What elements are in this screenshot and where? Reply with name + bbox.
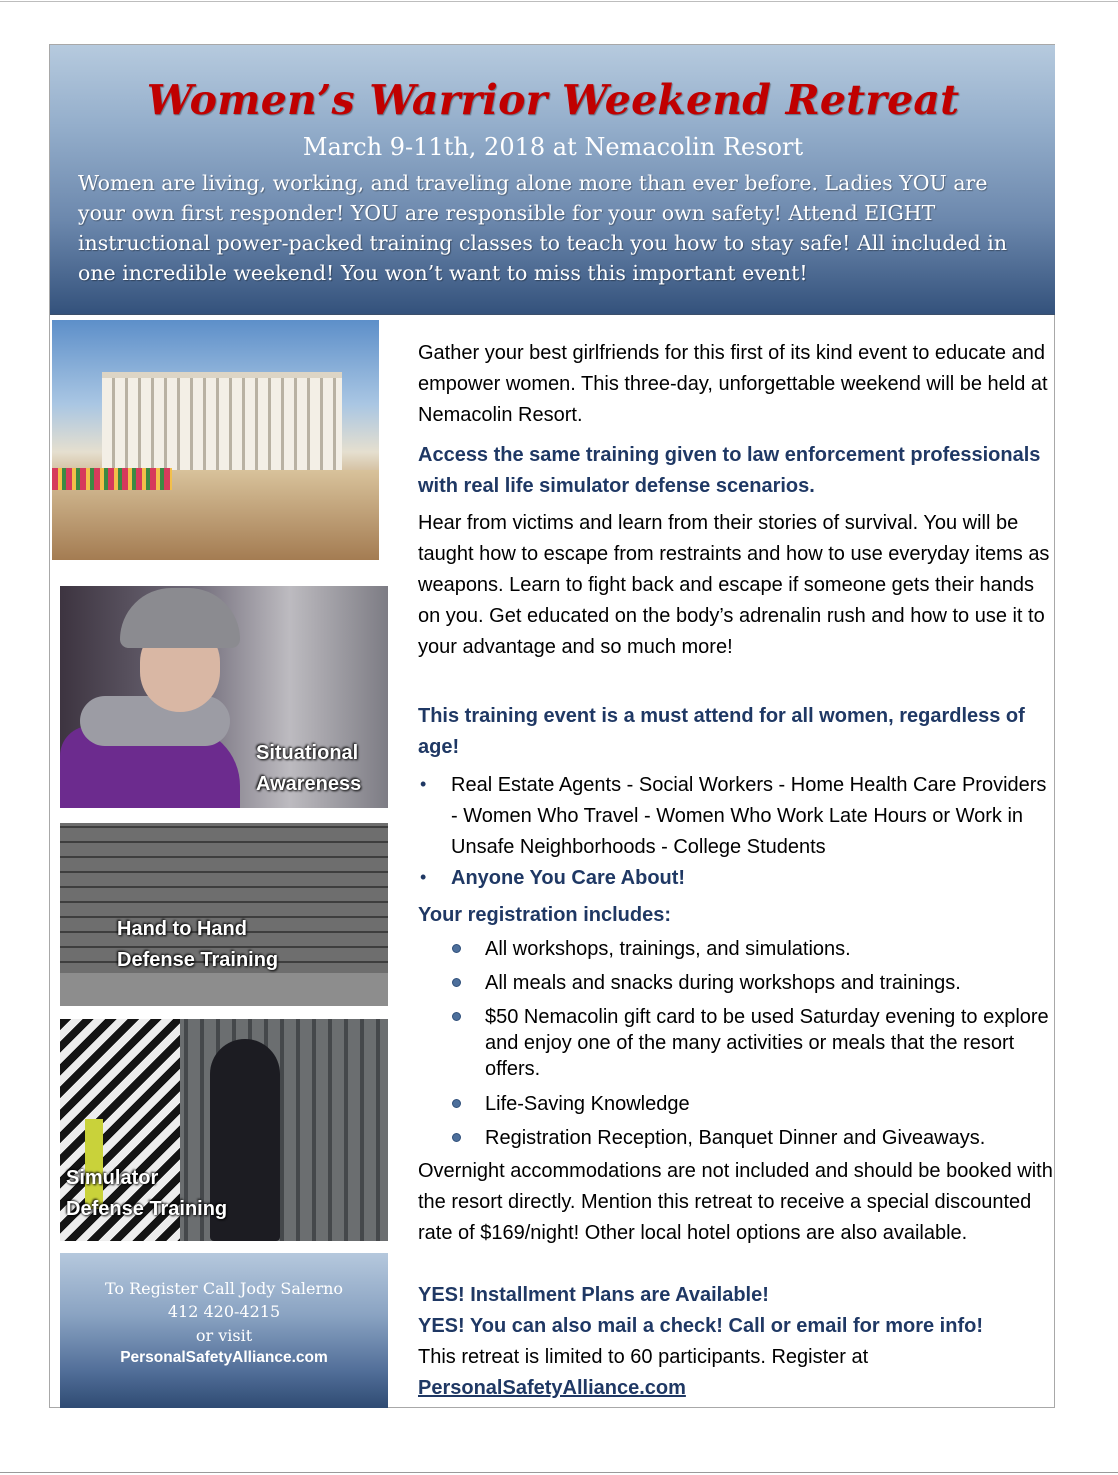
includes-list-item: All workshops, trainings, and simulations. bbox=[485, 938, 851, 960]
page-bottom-rule bbox=[0, 1472, 1118, 1473]
simulator-caption-line2: Defense Training bbox=[66, 1198, 228, 1220]
register-call-text: To Register Call Jody Salerno bbox=[104, 1279, 344, 1298]
page-top-rule bbox=[0, 1, 1118, 2]
resort-photo bbox=[52, 320, 379, 560]
simulator-photo bbox=[60, 1019, 388, 1241]
hand-to-hand-photo bbox=[60, 823, 388, 1006]
bullet-dot bbox=[452, 1099, 461, 1108]
event-date-location: March 9-11th, 2018 at Nemacolin Resort bbox=[302, 133, 804, 161]
register-url: PersonalSafetyAlliance.com bbox=[120, 1349, 328, 1366]
simulator-caption-line1: Simulator bbox=[66, 1167, 159, 1189]
situational-caption-line2: Awareness bbox=[256, 773, 362, 795]
includes-list-item: Life-Saving Knowledge bbox=[485, 1093, 690, 1115]
installment-note: YES! Installment Plans are Available! bbox=[418, 1284, 769, 1306]
register-or-visit: or visit bbox=[195, 1326, 253, 1345]
paragraph-access-training: Access the same training given to law enforcement professionals with real life simulator defense scenarios. bbox=[418, 444, 1041, 497]
paragraph-hear-from-victims: Hear from victims and learn from their stories of survival. You will be taught how to escape from restraints and how to use everyday items as weapons. Learn to fight back and escape if someone gets their hands on you. Get educated on the body’s adrenalin rush and how to use it to your advantage and so much more! bbox=[418, 512, 1050, 658]
paragraph-overnight: Overnight accommodations are not included and should be booked with the resort directly. Mention this retreat to receive a special discounted rate of $169/night! Other local hotel options are also available. bbox=[418, 1160, 1053, 1244]
bullet-dot: • bbox=[420, 867, 427, 887]
bullet-dot: • bbox=[420, 774, 427, 794]
bullet-dot bbox=[452, 1133, 461, 1142]
hand-caption-line2: Defense Training bbox=[117, 949, 279, 971]
paragraph-gather: Gather your best girlfriends for this first of its kind event to educate and empower women. This three-day, unforgettable weekend will be held at Nemacolin Resort. bbox=[418, 342, 1048, 426]
audience-list-item: Real Estate Agents - Social Workers - Home Health Care Providers - Women Who Travel - Women Who Work Late Hours or Work in Unsafe Neighborhoods - College Students bbox=[451, 774, 1047, 858]
bullet-dot bbox=[452, 944, 461, 953]
mail-check-note: YES! You can also mail a check! Call or email for more info! bbox=[418, 1315, 983, 1337]
includes-heading: Your registration includes: bbox=[418, 904, 671, 926]
resort-building-shape bbox=[102, 372, 342, 474]
ground-shape bbox=[60, 973, 388, 1006]
situational-caption-line1: Situational bbox=[256, 742, 359, 764]
registration-link[interactable]: PersonalSafetyAlliance.com bbox=[418, 1377, 686, 1399]
flyer-title: Women’s Warrior Weekend Retreat bbox=[146, 76, 960, 124]
paragraph-must-attend: This training event is a must attend for all women, regardless of age! bbox=[418, 705, 1025, 758]
hand-caption-line1: Hand to Hand bbox=[117, 918, 247, 940]
bullet-dot bbox=[452, 1012, 461, 1021]
knit-hat-shape bbox=[120, 588, 240, 648]
intro-paragraph: Women are living, working, and traveling alone more than ever before. Ladies YOU are your own first responder! YOU are responsible for your own safety! Attend EIGHT instructional power-packed training classes to teach you how to stay safe! All included in one incredible weekend! You won’t want to miss this important event! bbox=[78, 171, 1008, 285]
register-phone: 412 420-4215 bbox=[167, 1302, 281, 1321]
bullet-dot bbox=[452, 978, 461, 987]
participant-limit-text: This retreat is limited to 60 participants. Register at bbox=[418, 1346, 869, 1368]
includes-list-item: $50 Nemacolin gift card to be used Saturday evening to explore and enjoy one of the many activities or meals that the resort offers. bbox=[485, 1006, 1049, 1080]
audience-list-item: Anyone You Care About! bbox=[451, 867, 686, 889]
includes-list-item: All meals and snacks during workshops and trainings. bbox=[485, 972, 961, 994]
resort-flowerbed-shape bbox=[52, 468, 172, 490]
includes-list-item: Registration Reception, Banquet Dinner and Giveaways. bbox=[485, 1127, 986, 1149]
situational-awareness-photo bbox=[60, 586, 388, 808]
